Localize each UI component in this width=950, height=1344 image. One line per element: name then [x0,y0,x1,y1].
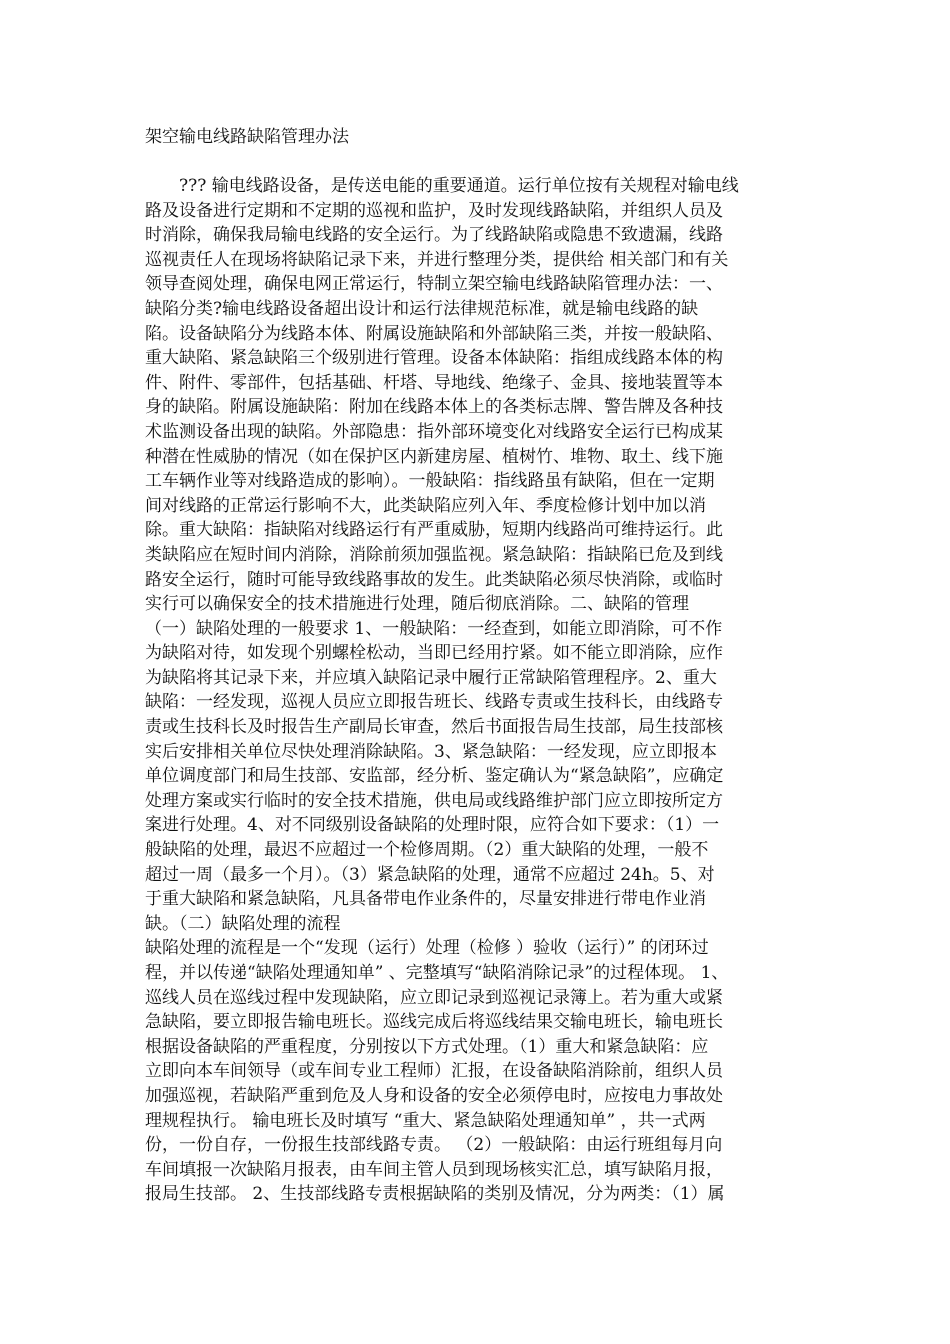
document-title: 架空输电线路缺陷管理办法 [145,127,349,147]
body-line: 缺陷分类?输电线路设备超出设计和运行法律规范标准，就是输电线路的缺 [145,298,699,319]
body-line: 领导查阅处理，确保电网正常运行，特制立架空输电线路缺陷管理办法：一、 [145,274,723,295]
body-line: 路及设备进行定期和不定期的巡视和监护，及时发现线路缺陷，并组织人员及 [145,200,723,221]
body-line: 于重大缺陷和紧急缺陷，凡具备带电作业条件的，尽量安排进行带电作业消 [145,889,706,910]
body-line: 缺陷处理的流程是一个“发现（运行）处理（检修 ）验收（运行）” 的闭环过 [145,938,709,959]
body-line: 急缺陷，要立即报告输电班长。巡线完成后将巡线结果交输电班长，输电班长 [145,1012,723,1033]
body-line: 巡线人员在巡线过程中发现缺陷，应立即记录到巡视记录簿上。若为重大或紧 [145,987,723,1008]
body-line: 为缺陷将其记录下来，并应填入缺陷记录中履行正常缺陷管理程序。2、重大 [145,667,717,688]
body-line: 车间填报一次缺陷月报表，由车间主管人员到现场核实汇总，填写缺陷月报， [145,1159,723,1180]
body-line: 间对线路的正常运行影响不大，此类缺陷应列入年、季度检修计划中加以消 [145,495,706,516]
body-line: 种潜在性威胁的情况（如在保护区内新建房屋、植树竹、堆物、取土、线下施 [145,446,723,467]
body-line: ??? 输电线路设备，是传送电能的重要通道。运行单位按有关规程对输电线 [145,176,739,196]
body-line: 巡视责任人在现场将缺陷记录下来，并进行整理分类，提供给 相关部门和有关 [145,249,729,270]
body-line: 重大缺陷、紧急缺陷三个级别进行管理。设备本体缺陷：指组成线路本体的构 [145,348,723,369]
body-line: 身的缺陷。附属设施缺陷：附加在线路本体上的各类标志牌、警告牌及各种技 [145,397,723,418]
body-line: 案进行处理。4、对不同级别设备缺陷的处理时限，应符合如下要求：（1）一 [145,815,720,836]
body-line: 路安全运行，随时可能导致线路事故的发生。此类缺陷必须尽快消除，或临时 [145,569,723,590]
body-line: 术监测设备出现的缺陷。外部隐患：指外部环境变化对线路安全运行已构成某 [145,421,723,442]
body-line: （一）缺陷处理的一般要求 1、一般缺陷：一经查到，如能立即消除，可不作 [145,618,723,639]
body-line: 程，并以传递“缺陷处理通知单” 、完整填写“缺陷消除记录”的过程体现。 1、 [145,963,729,983]
body-line: 实后安排相关单位尽快处理消除缺陷。3、紧急缺陷：一经发现，应立即报本 [145,741,717,762]
body-line: 陷。设备缺陷分为线路本体、附属设施缺陷和外部缺陷三类，并按一般缺陷、 [145,323,723,344]
body-line: 件、附件、零部件，包括基础、杆塔、导地线、绝缘子、金具、接地装置等本 [145,372,723,393]
body-line: 单位调度部门和局生技部、安监部，经分析、鉴定确认为“紧急缺陷”，应确定 [145,766,724,787]
body-line: 处理方案或实行临时的安全技术措施，供电局或线路维护部门应立即按所定方 [145,790,723,811]
body-line: 实行可以确保安全的技术措施进行处理，随后彻底消除。二、缺陷的管理 [145,594,689,615]
body-line: 时消除，确保我局输电线路的安全运行。为了线路缺陷或隐患不致遗漏，线路 [145,225,723,246]
body-line: 报局生技部。 2、生技部线路专责根据缺陷的类别及情况，分为两类：（1）属 [145,1184,725,1205]
body-line: 根据设备缺陷的严重程度，分别按以下方式处理。（1）重大和紧急缺陷：应 [145,1036,709,1057]
body-line: 立即向本车间领导（或车间专业工程师）汇报，在设备缺陷消除前，组织人员 [145,1061,723,1082]
body-line: 除。重大缺陷：指缺陷对线路运行有严重威胁，短期内线路尚可维持运行。此 [145,520,723,541]
body-line: 加强巡视，若缺陷严重到危及人身和设备的安全必须停电时，应按电力事故处 [145,1085,723,1106]
body-line: 缺。（二）缺陷处理的流程 [145,913,341,934]
body-line: 份，一份自存，一份报生技部线路专责。 （2）一般缺陷：由运行班组每月向 [145,1135,723,1156]
body-line: 般缺陷的处理，最迟不应超过一个检修周期。（2）重大缺陷的处理，一般不 [145,840,709,861]
body-line: 类缺陷应在短时间内消除，消除前须加强监视。紧急缺陷：指缺陷已危及到线 [145,544,723,565]
body-line: 超过一周（最多一个月）。（3）紧急缺陷的处理，通常不应超过 24h。5、对 [145,864,715,885]
document-body [145,174,805,1207]
body-line: 工车辆作业等对线路造成的影响）。一般缺陷：指线路虽有缺陷，但在一定期 [145,471,715,492]
body-line: 理规程执行。 输电班长及时填写 “重大、紧急缺陷处理通知单” ，共一式两 [145,1110,706,1131]
body-line: 责或生技科长及时报告生产副局长审查，然后书面报告局生技部，局生技部核 [145,717,723,738]
body-line: 缺陷：一经发现，巡视人员应立即报告班长、线路专责或生技科长，由线路专 [145,692,723,713]
body-line: 为缺陷对待，如发现个别螺栓松动，当即已经用拧紧。如不能立即消除，应作 [145,643,723,664]
